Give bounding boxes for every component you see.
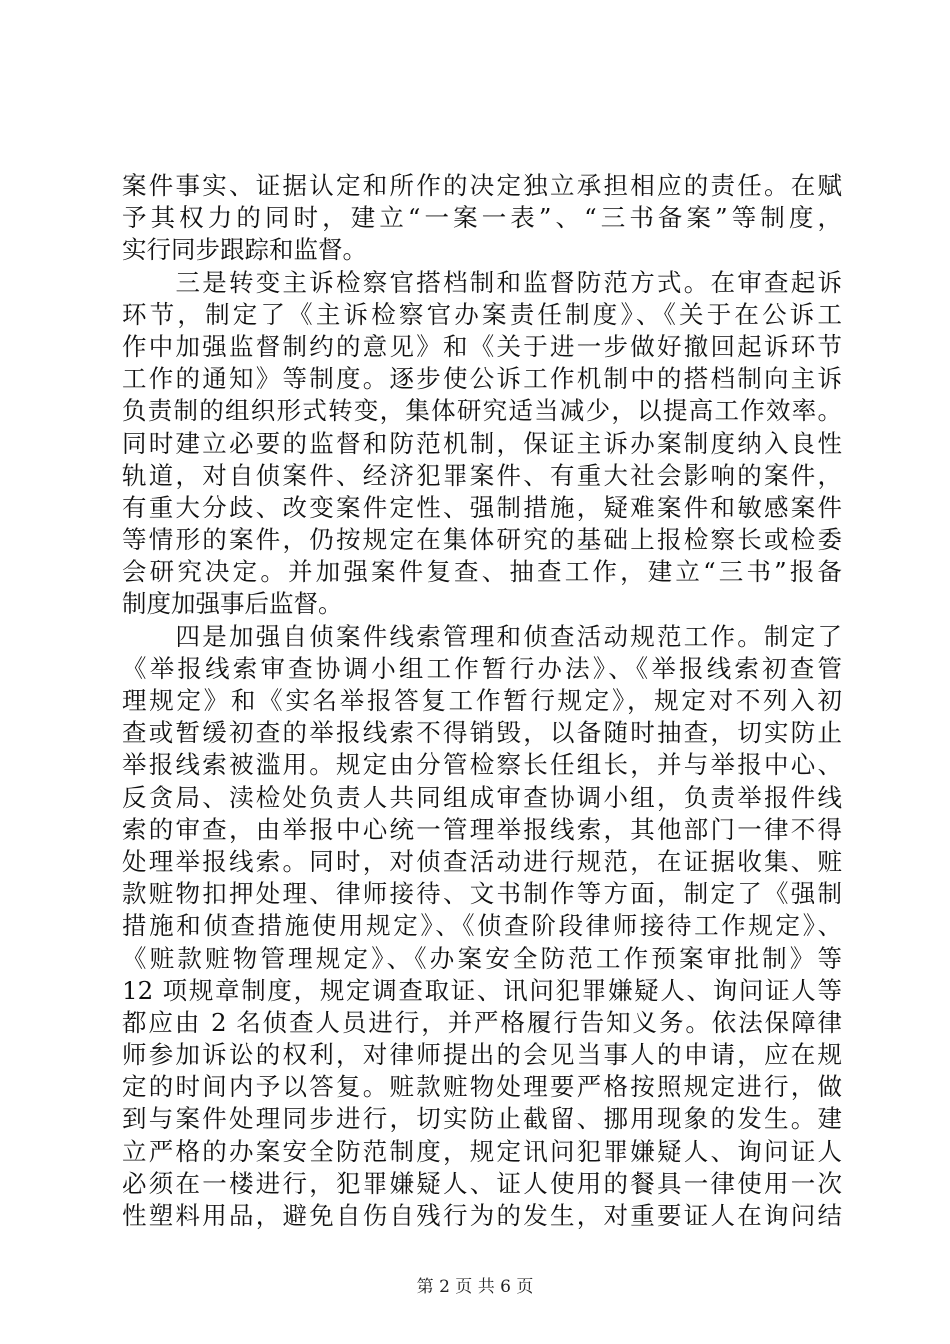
text-line: 都应由 2 名侦查人员进行，并严格履行告知义务。依法保障律 — [122, 1007, 842, 1037]
text-line: 作中加强监督制约的意见》和《关于进一步做好撤回起诉环节 — [122, 331, 842, 361]
text-line: 同时建立必要的监督和防范机制，保证主诉办案制度纳入良性 — [122, 428, 842, 458]
text-line: 处理举报线索。同时，对侦查活动进行规范，在证据收集、赃 — [122, 846, 842, 876]
text-line: 等情形的案件，仍按规定在集体研究的基础上报检察长或检委 — [122, 525, 842, 555]
text-line: 到与案件处理同步进行，切实防止截留、挪用现象的发生。建 — [122, 1104, 842, 1134]
text-line: 款赃物扣押处理、律师接待、文书制作等方面，制定了《强制 — [122, 879, 842, 909]
text-line: 《赃款赃物管理规定》、《办案安全防范工作预案审批制》等 — [122, 943, 842, 973]
body-text — [122, 170, 842, 1232]
text-line: 性塑料用品，避免自伤自残行为的发生，对重要证人在询问结 — [122, 1201, 842, 1230]
text-line: 索的审查，由举报中心统一管理举报线索，其他部门一律不得 — [122, 814, 842, 844]
text-line: 制度加强事后监督。 — [122, 589, 343, 619]
text-line: 立严格的办案安全防范制度，规定讯问犯罪嫌疑人、询问证人 — [122, 1136, 842, 1166]
text-line: 负责制的组织形式转变，集体研究适当减少，以提高工作效率。 — [122, 396, 842, 426]
text-line: 措施和侦查措施使用规定》、《侦查阶段律师接待工作规定》、 — [122, 911, 842, 941]
text-line: 会研究决定。并加强案件复查、抽查工作，建立“三书”报备 — [122, 557, 842, 587]
text-line: 12 项规章制度，规定调查取证、讯问犯罪嫌疑人、询问证人等 — [122, 975, 842, 1005]
text-line: 环节，制定了《主诉检察官办案责任制度》、《关于在公诉工 — [122, 299, 842, 329]
text-line: 理规定》和《实名举报答复工作暂行规定》，规定对不列入初 — [122, 686, 842, 715]
text-line: 工作的通知》等制度。逐步使公诉工作机制中的搭档制向主诉 — [122, 364, 842, 394]
text-line: 予其权力的同时，建立“一案一表”、“三书备案”等制度， — [122, 203, 842, 233]
text-line: 定的时间内予以答复。赃款赃物处理要严格按照规定进行，做 — [122, 1072, 842, 1102]
text-line: 举报线索被滥用。规定由分管检察长任组长，并与举报中心、 — [122, 750, 842, 780]
text-line: 案件事实、证据认定和所作的决定独立承担相应的责任。在赋 — [122, 171, 842, 200]
text-line: 有重大分歧、改变案件定性、强制措施，疑难案件和敏感案件 — [122, 492, 842, 522]
text-line: 反贪局、渎检处负责人共同组成审查协调小组，负责举报件线 — [122, 782, 842, 812]
text-line: 四是加强自侦案件线索管理和侦查活动规范工作。制定了 — [122, 621, 842, 651]
text-line: 查或暂缓初查的举报线索不得销毁，以备随时抽查，切实防止 — [122, 718, 842, 748]
page-footer: 第 2 页 共 6 页 — [416, 1277, 534, 1297]
text-line: 实行同步跟踪和监督。 — [122, 235, 367, 265]
text-line: 轨道，对自侦案件、经济犯罪案件、有重大社会影响的案件， — [122, 460, 842, 490]
text-line: 必须在一楼进行，犯罪嫌疑人、证人使用的餐具一律使用一次 — [122, 1168, 842, 1198]
text-line: 三是转变主诉检察官搭档制和监督防范方式。在审查起诉 — [122, 267, 842, 297]
text-line: 师参加诉讼的权利，对律师提出的会见当事人的申请，应在规 — [122, 1040, 842, 1070]
text-line: 《举报线索审查协调小组工作暂行办法》、《举报线索初查管 — [122, 653, 842, 683]
